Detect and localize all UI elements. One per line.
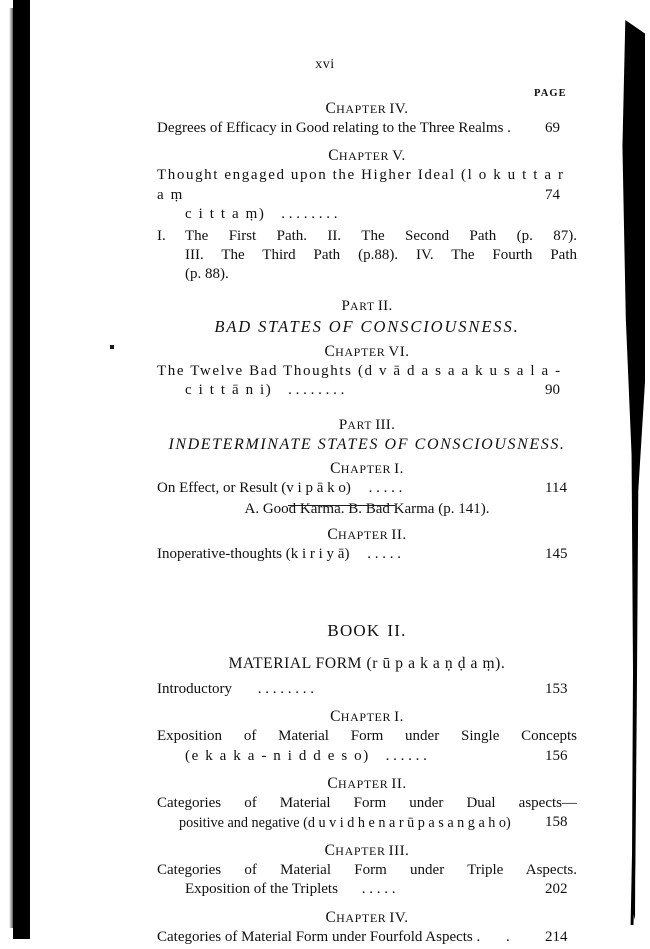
entry-page-number: 202 <box>545 881 568 898</box>
chapter-heading-b2-3: CHAPTER III. <box>324 841 410 859</box>
chapter-numeral-5: V. <box>392 148 406 165</box>
entry-page-number: 153 <box>545 680 568 697</box>
toc-entry[interactable] <box>157 680 577 699</box>
chapter-heading-b2-2: CHAPTER II. <box>327 775 407 793</box>
entry-page-number: 114 <box>545 479 567 496</box>
chapter-numeral-p3-1: I. <box>394 460 404 477</box>
entry-title: On Effect, or Result (v i p ā k o) <box>157 479 351 496</box>
part-heading-3: PART III. <box>338 416 396 433</box>
part-numeral-2: II. <box>377 297 393 314</box>
subnote-line1: The First Path. II. The Second Path (p. 87). <box>185 227 577 244</box>
part-numeral-3: III. <box>375 416 396 433</box>
toc-entry[interactable] <box>157 362 577 401</box>
entry-title: Degrees of Efficacy in Good relating to the Three Realms . <box>157 120 511 136</box>
entry-title-line1: Exposition of Material Form under Single Concepts <box>157 728 577 745</box>
toc-content-column <box>157 100 577 949</box>
entry-title-line1: The Twelve Bad Thoughts (d v ā d a s a a k u s a l a - <box>157 362 562 379</box>
toc-entry[interactable] <box>157 861 577 900</box>
entry-title-line1: Categories of Material Form under Dual aspects— <box>157 795 577 812</box>
chapter-numeral-6: VI. <box>388 343 410 360</box>
entry-title: Inoperative-thoughts (k i r i y ā) <box>157 546 350 563</box>
subnote-karma: A. Good Karma. B. Bad Karma (p. 141). <box>244 501 490 518</box>
leader-dots: . <box>506 928 510 945</box>
part-title-3: INDETERMINATE STATES OF CONSCIOUSNESS. <box>168 435 566 453</box>
toc-entry[interactable] <box>157 545 577 564</box>
book-subtitle: MATERIAL FORM (r ū p a k a ṇ ḍ a ṃ). <box>228 654 506 672</box>
chapter-numeral-p3-2: II. <box>391 527 407 544</box>
chapter-heading-b2-1: CHAPTER I. <box>330 708 404 726</box>
book-label: BOOK <box>327 620 381 640</box>
entry-title-line2: Exposition of the Triplets <box>185 881 338 898</box>
subnote-roman: I. <box>157 227 166 244</box>
subnote-line2: III. The Third Path (p.88). IV. The Fourth Path <box>185 247 577 264</box>
part-title-2: BAD STATES OF CONSCIOUSNESS. <box>214 316 520 336</box>
chapter-heading-5: CHAPTER V. <box>328 147 406 165</box>
leader-dots: . . . . . <box>367 546 401 563</box>
entry-title-line2: positive and negative (d u v i d h e n a r ū p a s a n g a h o) <box>179 814 511 831</box>
book-heading <box>157 621 577 641</box>
chapter-numeral-b2-1: I. <box>394 709 404 726</box>
entry-title-line1: Categories of Material Form under Triple Aspects. <box>157 861 577 878</box>
section-divider-rule <box>288 505 395 506</box>
entry-page-number: 156 <box>545 747 568 764</box>
toc-entry[interactable] <box>157 794 577 833</box>
entry-title-line1: Thought engaged upon the Higher Ideal (l o k u t t a r a ṃ <box>157 167 565 203</box>
chapter-numeral-4: IV. <box>389 101 409 117</box>
leader-dots: . . . . . . . . <box>288 382 345 399</box>
toc-entry[interactable] <box>157 166 577 224</box>
chapter-heading-6: CHAPTER VI. <box>324 342 410 360</box>
chapter-heading-p3-1: CHAPTER I. <box>330 459 404 477</box>
entry-page-number: 69 <box>545 120 560 136</box>
chapter-numeral-b2-3: III. <box>388 842 410 859</box>
entry-page-number: 214 <box>545 928 568 945</box>
book-numeral: II. <box>387 620 407 640</box>
entry-page-number: 74 <box>545 186 560 203</box>
toc-entry[interactable] <box>157 928 577 947</box>
chapter-numeral-b2-4: IV. <box>389 909 409 926</box>
leader-dots: . . . . . . . . <box>281 206 338 223</box>
page-column-header: PAGE <box>534 88 567 99</box>
leader-dots: . . . . . <box>368 479 403 496</box>
chapter-numeral-b2-2: II. <box>391 776 407 793</box>
leader-dots: . . . . . . <box>385 747 427 764</box>
entry-page-number: 158 <box>545 814 568 831</box>
toc-entry[interactable] <box>157 727 577 766</box>
subnote-line3: (p. 88). <box>185 266 229 283</box>
chapter-heading-p3-2: CHAPTER II. <box>327 526 407 544</box>
entry-title-line2: c i t t a ṃ) <box>185 206 266 223</box>
toc-entry[interactable] <box>157 479 577 498</box>
folio-number: xvi <box>315 57 335 72</box>
chapter-heading-b2-4: CHAPTER IV. <box>325 908 409 926</box>
leader-dots: . . . . . . . . <box>257 680 314 697</box>
entry-page-number: 145 <box>545 546 568 563</box>
toc-entry[interactable] <box>157 119 577 138</box>
chapter-heading-4: CHAPTER IV. <box>325 100 409 117</box>
entry-title: Categories of Material Form under Fourfold Aspects . <box>157 928 481 945</box>
entry-title-line2: (e k a k a - n i d d e s o) <box>185 747 370 764</box>
entry-title: Introductory <box>157 680 232 697</box>
toc-subnote <box>157 500 577 519</box>
leader-dots: . . . . . <box>361 881 396 898</box>
entry-title-line2: c i t t ā n i) <box>185 382 273 399</box>
part-heading-2: PART II. <box>341 297 393 314</box>
toc-subnote <box>157 227 577 285</box>
entry-page-number: 90 <box>545 382 560 399</box>
